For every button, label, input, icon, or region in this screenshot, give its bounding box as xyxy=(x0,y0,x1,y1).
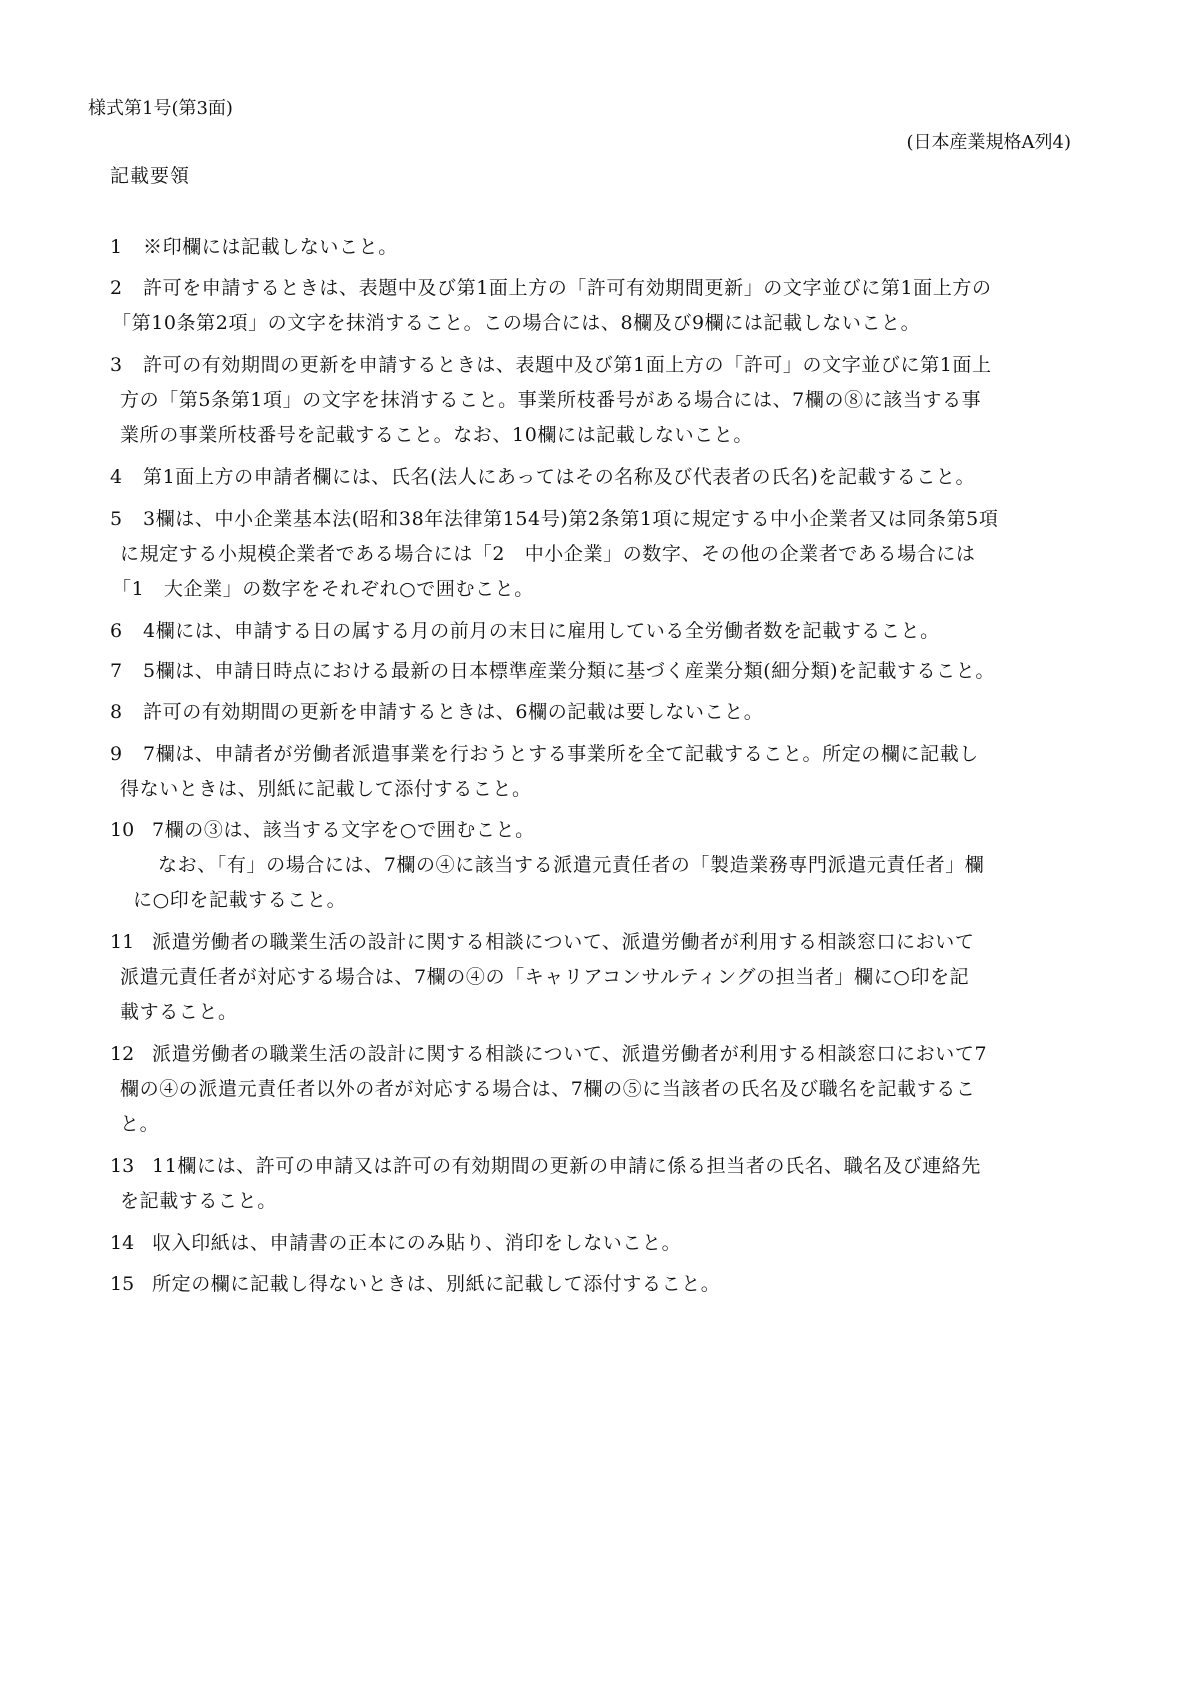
item-text-line: に○印を記載すること。 xyxy=(133,889,347,911)
item-text-line: に規定する小規模企業者である場合には「2 中小企業」の数字、その他の企業者である場合には xyxy=(120,543,976,565)
item-text-line: 許可の有効期間の更新を申請するときは、表題中及び第1面上方の「許可」の文字並びに第1面上 xyxy=(143,354,992,376)
item-text-line: ※印欄には記載しないこと。 xyxy=(143,236,398,258)
item-text-line: 第1面上方の申請者欄には、氏名(法人にあってはその名称及び代表者の氏名)を記載すること。 xyxy=(143,466,976,488)
item-text-line: 5欄は、申請日時点における最新の日本標準産業分類に基づく産業分類(細分類)を記載すること。 xyxy=(143,660,995,682)
item-number: 14 xyxy=(110,1232,135,1254)
item-number: 7 xyxy=(110,660,123,682)
item-text-line: 得ないときは、別紙に記載して添付すること。 xyxy=(120,778,532,800)
item-text-line: 3欄は、中小企業基本法(昭和38年法律第154号)第2条第1項に規定する中小企業者又は同条第5項 xyxy=(143,508,999,530)
item-number: 3 xyxy=(110,354,123,376)
item-number: 15 xyxy=(110,1273,135,1295)
item-text-line: 「第10条第2項」の文字を抹消すること。この場合には、8欄及び9欄には記載しないこと。 xyxy=(112,312,921,334)
item-text-line: 許可の有効期間の更新を申請するときは、6欄の記載は要しないこと。 xyxy=(143,701,764,723)
item-text-line: 派遣元責任者が対応する場合は、7欄の④の「キャリアコンサルティングの担当者」欄に○印を記 xyxy=(120,966,970,988)
item-text-line: 派遣労働者の職業生活の設計に関する相談について、派遣労働者が利用する相談窓口において xyxy=(152,931,975,953)
item-text-line: 4欄には、申請する日の属する月の前月の末日に雇用している全労働者数を記載すること。 xyxy=(143,620,940,642)
item-text-line: 「1 大企業」の数字をそれぞれ○で囲むこと。 xyxy=(112,578,534,600)
item-text-line: 7欄の③は、該当する文字を○で囲むこと。 xyxy=(152,819,535,841)
item-text-line: 派遣労働者の職業生活の設計に関する相談について、派遣労働者が利用する相談窓口において7 xyxy=(152,1043,988,1065)
item-text-line: 欄の④の派遣元責任者以外の者が対応する場合は、7欄の⑤に当該者の氏名及び職名を記載するこ xyxy=(120,1078,976,1100)
item-number: 12 xyxy=(110,1043,135,1065)
item-number: 6 xyxy=(110,620,123,642)
item-text-line: 業所の事業所枝番号を記載すること。なお、10欄には記載しないこと。 xyxy=(120,424,753,446)
item-number: 2 xyxy=(110,277,123,299)
item-number: 13 xyxy=(110,1155,135,1177)
item-text-line: と。 xyxy=(120,1113,160,1135)
item-text-line: を記載すること。 xyxy=(120,1190,277,1212)
paper-size-label: (日本産業規格A列4) xyxy=(906,132,1071,153)
item-number: 9 xyxy=(110,743,123,765)
item-text-line: 所定の欄に記載し得ないときは、別紙に記載して添付すること。 xyxy=(152,1273,721,1295)
item-number: 8 xyxy=(110,701,123,723)
item-number: 10 xyxy=(110,819,135,841)
item-number: 11 xyxy=(110,931,135,953)
item-text-line: 載すること。 xyxy=(120,1001,238,1023)
item-text-line: なお、「有」の場合には、7欄の④に該当する派遣元責任者の「製造業務専門派遣元責任者」欄 xyxy=(158,854,985,876)
item-number: 4 xyxy=(110,466,123,488)
form-label: 様式第1号(第3面) xyxy=(88,98,233,119)
section-title: 記載要領 xyxy=(110,165,191,187)
item-number: 1 xyxy=(110,236,123,258)
item-number: 5 xyxy=(110,508,123,530)
item-text-line: 7欄は、申請者が労働者派遣事業を行おうとする事業所を全て記載すること。所定の欄に記載し xyxy=(143,743,979,765)
item-text-line: 方の「第5条第1項」の文字を抹消すること。事業所枝番号がある場合には、7欄の⑧に該当する事 xyxy=(120,389,982,411)
item-text-line: 収入印紙は、申請書の正本にのみ貼り、消印をしないこと。 xyxy=(152,1232,682,1254)
item-text-line: 11欄には、許可の申請又は許可の有効期間の更新の申請に係る担当者の氏名、職名及び連絡先 xyxy=(152,1155,981,1177)
item-text-line: 許可を申請するときは、表題中及び第1面上方の「許可有効期間更新」の文字並びに第1面上方の xyxy=(143,277,992,299)
